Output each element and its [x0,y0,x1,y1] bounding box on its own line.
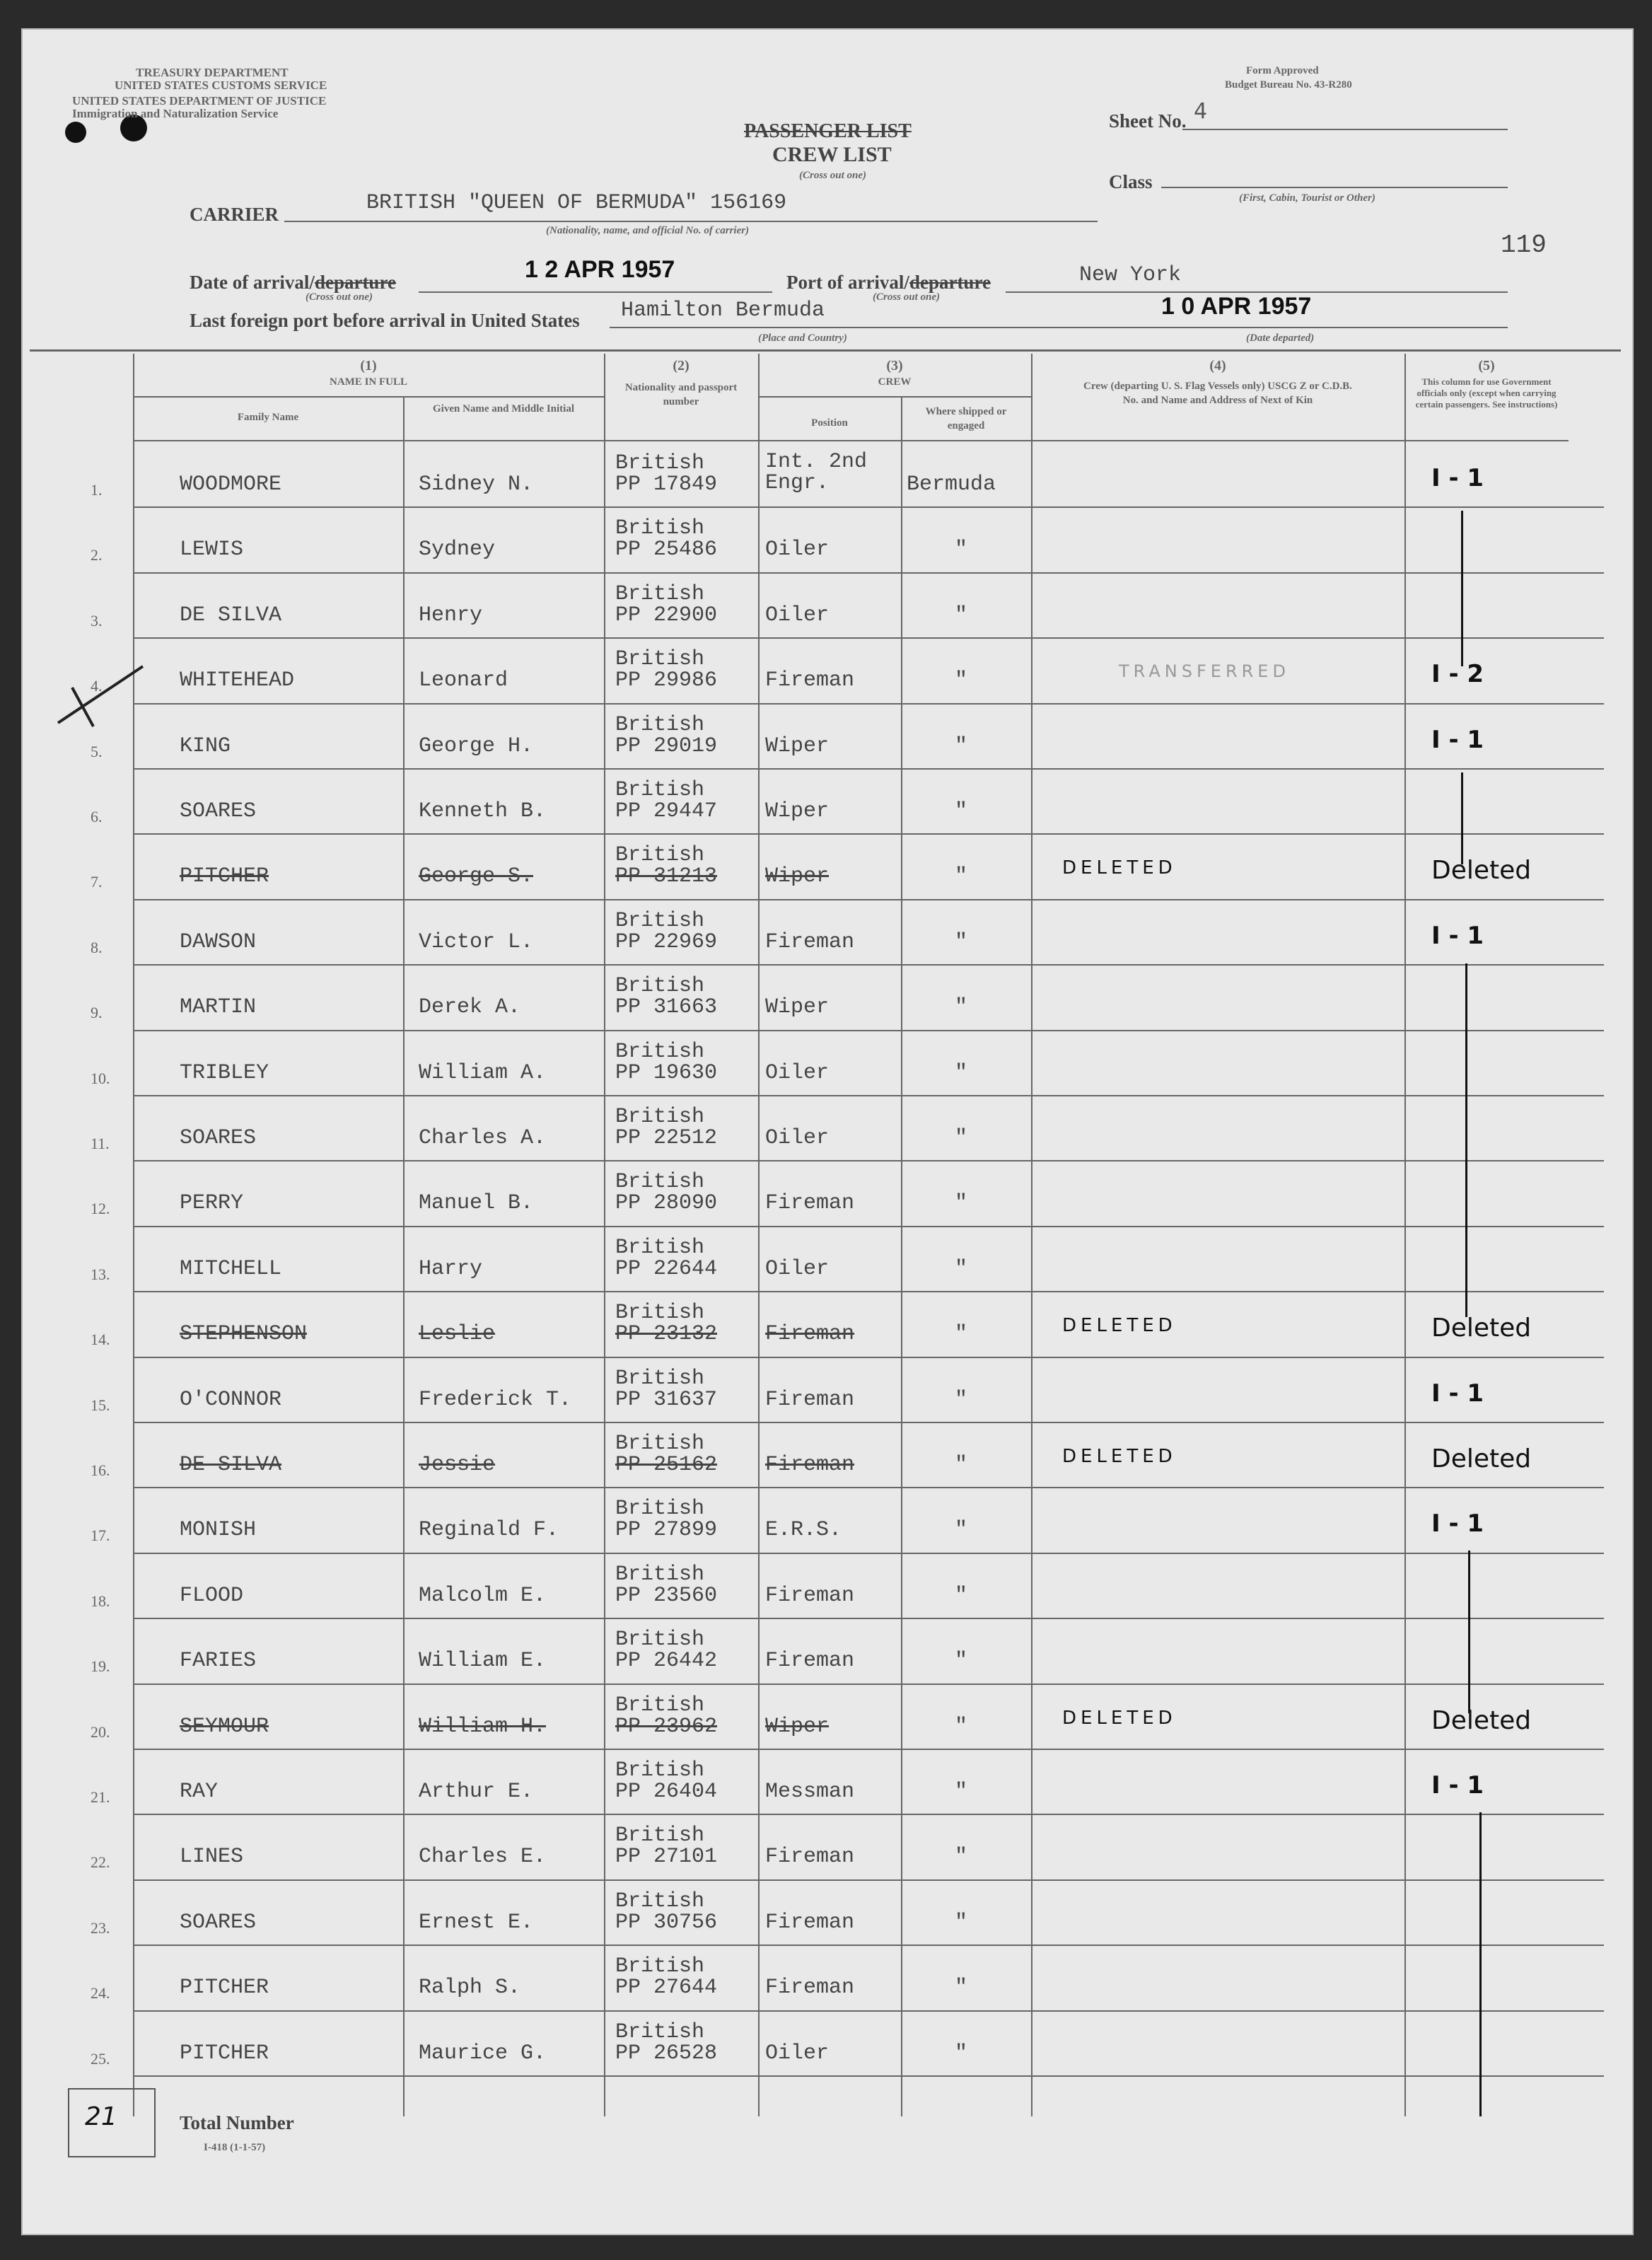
where-engaged: " [955,1256,968,1281]
where-engaged: " [955,1387,968,1412]
col2-title: Nationality and passport number [624,382,738,407]
official-use-mark: I - 1 [1431,725,1484,754]
agency-line: UNITED STATES DEPARTMENT OF JUSTICE [72,94,327,108]
given-name: Harry [419,1256,483,1281]
port-label-text: Port of arrival/ [786,272,909,293]
carrier-value: BRITISH "QUEEN OF BERMUDA" 156169 [366,191,787,215]
next-of-kin-note: TRANSFERRED [1119,661,1290,682]
nationality: British [615,1758,705,1783]
row-divider [133,1291,1604,1292]
row-number: 11. [91,1135,110,1152]
crew-list-document [21,28,1634,2235]
official-use-mark: Deleted [1431,1705,1532,1735]
row-divider [133,1160,1604,1161]
family-name: DAWSON [180,929,257,954]
row-divider [133,1357,1604,1358]
nationality: British [615,843,705,868]
official-use-mark: Deleted [1431,1444,1532,1473]
passport-number: PP 17849 [615,473,718,497]
row-divider [133,833,1604,835]
official-use-mark: I - 1 [1431,464,1484,492]
family-name: DE SILVA [180,1453,282,1477]
given-name: Charles A. [419,1126,547,1150]
row-divider [133,1553,1604,1554]
official-use-mark: I - 1 [1431,921,1484,950]
row-divider [133,506,1604,508]
passport-number: PP 25162 [615,1453,718,1477]
family-name: RAY [180,1780,219,1804]
row-number: 8. [91,938,103,956]
passport-number: PP 22512 [615,1126,718,1150]
row-divider [133,2075,1604,2077]
given-name: George H. [419,734,534,758]
sheet-line [1182,129,1508,130]
passport-number: PP 30756 [615,1910,718,1935]
page-number: 119 [1501,231,1547,260]
port-label [786,272,991,294]
passport-number: PP 27101 [615,1845,718,1870]
nationality: British [615,1301,705,1326]
row-divider [133,1030,1604,1031]
row-number: 24. [91,1984,110,2003]
passport-number: PP 26442 [615,1649,718,1674]
position: Oiler [765,1126,830,1150]
agency-line: TREASURY DEPARTMENT [136,66,289,79]
row-number: 7. [91,873,103,891]
cross-out-note: (Cross out one) [306,291,373,303]
where-engaged: " [955,1714,968,1739]
family-name: SOARES [180,1910,257,1935]
row-divider [133,1487,1604,1488]
position: Wiper [765,864,830,889]
row-number: 17. [91,1526,110,1545]
bracket-line [1461,772,1463,864]
where-engaged: Bermuda [907,473,996,497]
nationality: British [615,974,705,999]
row-number: 4. [91,677,103,695]
given-name: Frederick T. [419,1387,572,1412]
row-divider [133,703,1604,705]
row-divider [133,1879,1604,1881]
carrier-note: (Nationality, name, and official No. of carrier) [546,225,750,236]
nationality: British [615,908,705,933]
row-number: 22. [91,1853,110,1872]
passport-number: PP 29447 [615,799,718,823]
header-subline [758,396,1031,398]
header-bottom-line [133,440,1569,441]
position: Fireman [765,668,855,693]
position: Oiler [765,1256,830,1281]
next-of-kin-note: DELETED [1062,857,1177,879]
family-name: MARTIN [180,995,257,1020]
family-name: SOARES [180,799,257,823]
date-arrival-label [190,272,396,294]
passport-number: PP 19630 [615,1060,718,1085]
form-code: I-418 (1-1-57) [204,2142,266,2153]
passport-number: PP 27899 [615,1518,718,1543]
row-number: 10. [91,1069,110,1087]
position: Int. 2nd Engr. [765,450,868,495]
family-name: PITCHER [180,864,269,889]
position: Fireman [765,1453,855,1477]
nationality: British [615,1693,705,1717]
date-arrival-label-text: Date of arrival/ [190,272,315,293]
where-engaged: " [955,1518,968,1543]
row-number: 21. [91,1788,110,1806]
col4-title: Crew (departing U. S. Flag Vessels only) USCG Z or C.D.B. No. and Name and Address of Next of Kin [1083,381,1352,406]
position: Messman [765,1780,855,1804]
row-divider [133,1814,1604,1815]
nationality: British [615,2019,705,2044]
given-name: Malcolm E. [419,1583,547,1608]
col3-title: CREW [878,376,912,388]
position: Fireman [765,929,855,954]
family-name: KING [180,734,231,758]
row-number: 20. [91,1722,110,1741]
arrival-date-line [419,291,772,293]
last-port-value: Hamilton Bermuda [621,299,825,323]
row-number: 18. [91,1592,110,1610]
given-name: Ralph S. [419,1976,521,2000]
sheet-number: 4 [1194,99,1208,124]
official-use-mark: I - 1 [1431,1509,1484,1538]
col-divider [604,354,605,2116]
family-name: FLOOD [180,1583,244,1608]
where-engaged: " [955,1191,968,1216]
port-value: New York [1079,263,1182,287]
given-name: Reginald F. [419,1518,559,1543]
nationality: British [615,1105,705,1129]
nationality: British [615,1366,705,1391]
col3-position-header: Position [811,417,848,429]
where-engaged: " [955,1126,968,1150]
cross-out-note: (Cross out one) [873,291,941,303]
col-divider [133,354,134,2116]
passport-number: PP 31663 [615,995,718,1020]
where-engaged: " [955,1583,968,1608]
family-name: FARIES [180,1649,257,1674]
row-divider [133,1684,1604,1685]
official-use-mark: I - 1 [1431,1771,1484,1800]
col1-title: NAME IN FULL [329,376,408,388]
check-mark [51,659,150,730]
where-engaged: " [955,1910,968,1935]
table-top-line [30,349,1621,352]
given-name: William H. [419,1714,547,1739]
where-engaged: " [955,1322,968,1347]
row-divider [133,572,1604,574]
row-number: 15. [91,1396,110,1414]
where-engaged: " [955,668,968,693]
passport-number: PP 25486 [615,538,718,562]
where-engaged: " [955,734,968,758]
col5-title: This column for use Government officials only (except when carrying certain passengers. See instructions) [1415,376,1558,410]
col1-family-header: Family Name [237,412,299,423]
where-engaged: " [955,929,968,954]
form-approved: Form Approved [1246,65,1319,76]
where-engaged: " [955,799,968,823]
passport-number: PP 31637 [615,1387,718,1412]
passport-number: PP 28090 [615,1191,718,1216]
given-name: Charles E. [419,1845,547,1870]
bracket-line [1465,963,1467,1317]
row-number: 12. [91,1200,110,1218]
given-name: William E. [419,1649,547,1674]
position: Fireman [765,1910,855,1935]
position: Wiper [765,1714,830,1739]
given-name: Sidney N. [419,473,534,497]
departed-date-stamp: 1 0 APR 1957 [1161,293,1312,320]
arrival-date-stamp: 1 2 APR 1957 [525,256,675,283]
row-number: 14. [91,1331,110,1349]
nationality: British [615,778,705,802]
position: Oiler [765,603,830,627]
nationality: British [615,1628,705,1652]
row-number: 23. [91,1918,110,1937]
col-divider [901,398,902,2116]
last-port-label: Last foreign port before arrival in United States [190,310,580,331]
next-of-kin-note: DELETED [1062,1446,1177,1467]
row-divider [133,1618,1604,1619]
agency-line: UNITED STATES CUSTOMS SERVICE [115,79,327,92]
carrier-line [284,221,1098,222]
nationality: British [615,451,705,475]
family-name: WHITEHEAD [180,668,295,693]
where-engaged: " [955,1976,968,2000]
nationality: British [615,1235,705,1260]
passport-number: PP 29986 [615,668,718,693]
bracket-line [1461,511,1463,666]
family-name: PITCHER [180,2041,269,2065]
passport-number: PP 26528 [615,2041,718,2065]
family-name: LINES [180,1845,244,1870]
col-divider [758,354,760,2116]
where-engaged: " [955,538,968,562]
row-number: 3. [91,611,103,630]
col1-given-header: Given Name and Middle Initial [432,403,575,415]
passport-number: PP 23132 [615,1322,718,1347]
row-number: 16. [91,1461,110,1479]
budget-bureau: Budget Bureau No. 43-R280 [1225,79,1352,91]
position: Oiler [765,2041,830,2065]
official-use-mark: Deleted [1431,856,1532,886]
position: Fireman [765,1845,855,1870]
given-name: Manuel B. [419,1191,534,1216]
row-divider [133,637,1604,639]
position: Fireman [765,1322,855,1347]
last-port-note: (Place and Country) [758,332,847,344]
given-name: Leslie [419,1322,496,1347]
row-divider [133,1226,1604,1227]
position: Fireman [765,1649,855,1674]
departed-date-note: (Date departed) [1246,332,1315,344]
family-name: LEWIS [180,538,244,562]
position: E.R.S. [765,1518,842,1543]
nationality: British [615,1562,705,1587]
given-name: Leonard [419,668,508,693]
total-number: 21 [85,2102,117,2131]
port-struck: departure [909,272,991,293]
col3-where-header: Where shipped or engaged [925,406,1007,431]
family-name: PITCHER [180,1976,269,2000]
given-name: Victor L. [419,929,534,954]
row-divider [133,1095,1604,1096]
row-divider [133,1945,1604,1946]
row-number: 13. [91,1265,110,1283]
title-struck: PASSENGER LIST [744,120,912,142]
nationality: British [615,1824,705,1848]
family-name: STEPHENSON [180,1322,308,1347]
bracket-line [1479,1812,1482,2116]
nationality: British [615,647,705,672]
given-name: Arthur E. [419,1780,534,1804]
passport-number: PP 29019 [615,734,718,758]
col4-number: (4) [1209,358,1226,373]
agency-line: Immigration and Naturalization Service [72,107,279,120]
position: Fireman [765,1976,855,2000]
class-line [1161,187,1508,188]
given-name: William A. [419,1060,547,1085]
where-engaged: " [955,603,968,627]
row-divider [133,2010,1604,2012]
family-name: O'CONNOR [180,1387,282,1412]
nationality: British [615,1432,705,1456]
total-label: Total Number [180,2112,294,2133]
family-name: PERRY [180,1191,244,1216]
passport-number: PP 23560 [615,1583,718,1608]
where-engaged: " [955,995,968,1020]
header-subline [133,396,604,398]
row-number: 19. [91,1657,110,1676]
row-number: 25. [91,2049,110,2068]
given-name: Kenneth B. [419,799,547,823]
given-name: George S. [419,864,534,889]
official-use-mark: I - 2 [1431,660,1484,689]
class-note: (First, Cabin, Tourist or Other) [1239,192,1375,204]
position: Oiler [765,1060,830,1085]
family-name: SEYMOUR [180,1714,269,1739]
nationality: British [615,1889,705,1913]
col-divider [1404,354,1406,2116]
passport-number: PP 22644 [615,1256,718,1281]
given-name: Henry [419,603,483,627]
where-engaged: " [955,1780,968,1804]
official-use-mark: I - 1 [1431,1379,1484,1408]
document-title: CREW LIST [772,143,892,166]
where-engaged: " [955,2041,968,2065]
family-name: SOARES [180,1126,257,1150]
carrier-label: CARRIER [190,204,279,225]
family-name: MONISH [180,1518,257,1543]
passport-number: PP 31213 [615,864,718,889]
passport-number: PP 26404 [615,1780,718,1804]
given-name: Sydney [419,538,496,562]
row-divider [133,964,1604,966]
row-number: 1. [91,481,103,499]
family-name: MITCHELL [180,1256,282,1281]
col3-number: (3) [886,358,903,373]
passport-number: PP 22969 [615,929,718,954]
position: Oiler [765,538,830,562]
family-name: WOODMORE [180,473,282,497]
col1-number: (1) [360,358,377,373]
given-name: Derek A. [419,995,521,1020]
position: Fireman [765,1583,855,1608]
col5-number: (5) [1478,358,1495,373]
passport-number: PP 27644 [615,1976,718,2000]
official-use-mark: Deleted [1431,1314,1532,1343]
nationality: British [615,1170,705,1195]
last-port-line [610,327,1062,328]
row-number: 2. [91,546,103,564]
row-divider [133,899,1604,900]
row-divider [133,768,1604,770]
where-engaged: " [955,1845,968,1870]
passport-number: PP 22900 [615,603,718,627]
position: Wiper [765,995,830,1020]
row-divider [133,1422,1604,1423]
where-engaged: " [955,1060,968,1085]
col-divider [1031,354,1032,2116]
next-of-kin-note: DELETED [1062,1707,1177,1729]
nationality: British [615,712,705,737]
col-divider [403,398,405,2116]
position: Wiper [765,799,830,823]
nationality: British [615,1039,705,1064]
where-engaged: " [955,1649,968,1674]
where-engaged: " [955,864,968,889]
given-name: Jessie [419,1453,496,1477]
row-number: 6. [91,808,103,825]
nationality: British [615,1497,705,1522]
bracket-line [1468,1551,1470,1713]
family-name: TRIBLEY [180,1060,269,1085]
class-label: Class [1109,171,1153,192]
given-name: Maurice G. [419,2041,547,2065]
where-engaged: " [955,1453,968,1477]
date-arrival-struck: departure [314,272,396,293]
col2-number: (2) [673,358,690,373]
row-divider [133,1749,1604,1750]
position: Fireman [765,1191,855,1216]
family-name: DE SILVA [180,603,282,627]
position: Wiper [765,734,830,758]
passport-number: PP 23962 [615,1714,718,1739]
departed-date-line [1062,327,1508,328]
nationality: British [615,516,705,541]
row-number: 9. [91,1004,103,1022]
next-of-kin-note: DELETED [1062,1315,1177,1337]
nationality: British [615,581,705,606]
title-note: (Cross out one) [799,170,867,181]
given-name: Ernest E. [419,1910,534,1935]
punch-hole [65,122,86,143]
sheet-label: Sheet No. [1109,110,1187,132]
row-number: 5. [91,742,103,760]
nationality: British [615,1954,705,1979]
position: Fireman [765,1387,855,1412]
